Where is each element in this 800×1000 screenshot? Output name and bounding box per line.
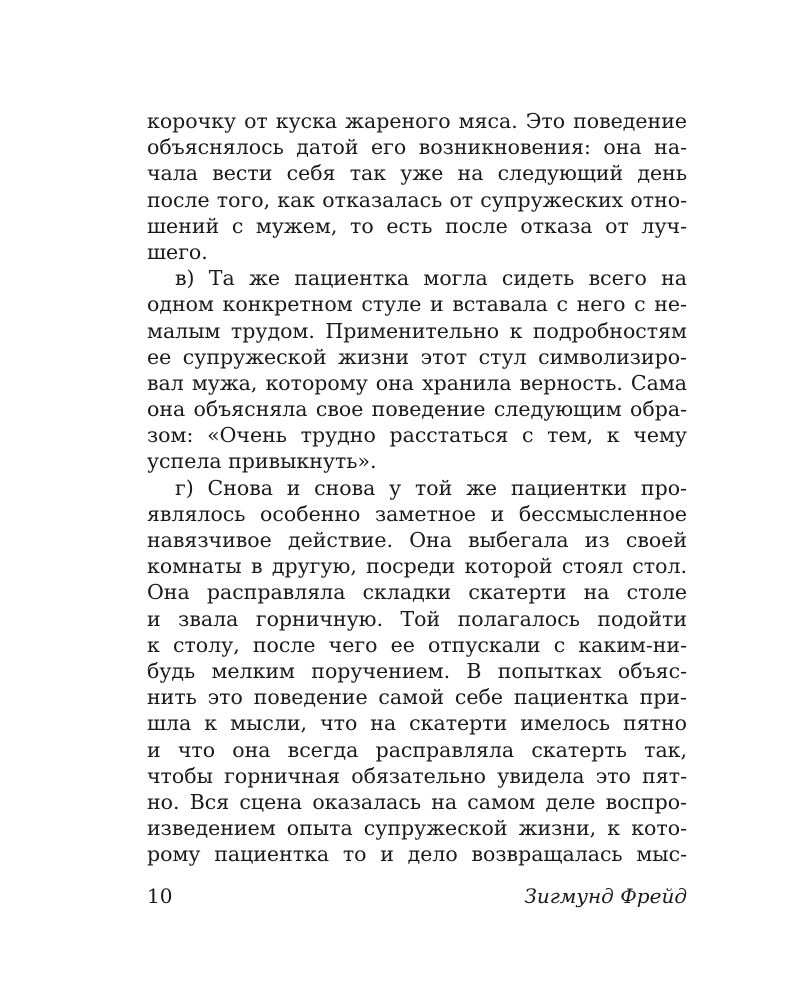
paragraph-3	[147, 475, 687, 868]
text-line: ее супружеской жизни этот стул символизиро-	[147, 344, 687, 369]
text-line: вал мужа, которому она хранила верность. Сама	[147, 370, 687, 395]
text-line: будь мелким поручением. В попытках объяс-	[147, 658, 687, 683]
text-line: нить это поведение самой себе пациентка при-	[147, 685, 687, 710]
page-body	[147, 108, 687, 867]
text-line: шений с мужем, то есть после отказа от луч-	[147, 213, 687, 238]
text-line: к столу, после чего ее отпускали с каким-ни-	[147, 632, 687, 657]
text-line: объяснялось датой его возникновения: она на-	[147, 135, 687, 160]
text-line: чала вести себя так уже на следующий день	[147, 161, 687, 186]
text-line: рому пациентка то и дело возвращалась мыс-	[147, 842, 687, 867]
text-line: она объясняла свое поведение следующим обра-	[147, 397, 687, 422]
text-line: изведением опыта супружеской жизни, к кото-	[147, 816, 687, 841]
text-line: комнаты в другую, посреди которой стоял стол.	[147, 554, 687, 579]
page-number: 10	[147, 884, 173, 908]
body-text	[147, 108, 687, 867]
text-line: одном конкретном стуле и вставала с него с не-	[147, 292, 687, 317]
text-line: Она расправляла складки скатерти на столе	[147, 580, 687, 605]
text-line: шла к мысли, что на скатерти имелось пятно	[147, 711, 687, 736]
text-line: шего.	[147, 239, 208, 264]
text-line: г) Снова и снова у той же пациентки про-	[175, 475, 687, 500]
running-author: Зигмунд Фрейд	[524, 884, 687, 908]
text-line: малым трудом. Применительно к подробностям	[147, 318, 687, 343]
text-line: являлось особенно заметное и бессмысленное	[147, 501, 687, 526]
text-line: в) Та же пациентка могла сидеть всего на	[175, 266, 687, 291]
paragraph-2	[147, 265, 687, 475]
page-footer	[147, 884, 687, 908]
text-line: зом: «Очень трудно расстаться с тем, к чему	[147, 423, 687, 448]
paragraph-1	[147, 108, 687, 265]
text-line: навязчивое действие. Она выбегала из своей	[147, 528, 687, 552]
text-line: успела привыкнуть».	[147, 449, 377, 474]
text-line: чтобы горничная обязательно увидела это пят-	[147, 763, 687, 788]
text-line: корочку от куска жареного мяса. Это поведение	[147, 109, 687, 133]
text-line: и что она всегда расправляла скатерть так,	[147, 737, 687, 762]
text-line: и звала горничную. Той полагалось подойти	[147, 606, 687, 631]
text-line: но. Вся сцена оказалась на самом деле воспро-	[147, 789, 687, 814]
text-line: после того, как отказалась от супружеских отно-	[147, 187, 687, 212]
